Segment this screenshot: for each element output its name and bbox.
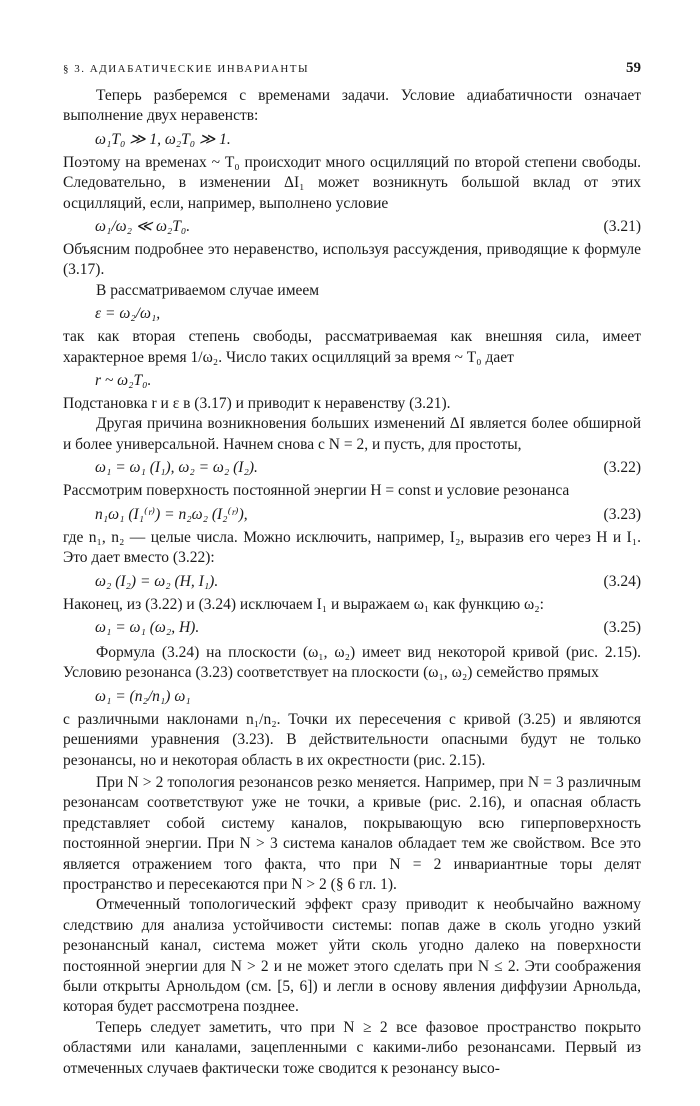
equation: [63, 370, 641, 392]
equation-number: (3.23): [603, 505, 641, 523]
equation-text: ω₁ = ω₁ (ω₂, H).: [95, 618, 200, 636]
book-page: [63, 60, 641, 1079]
paragraph: с различными наклонами n₁/n₂. Точки их пересечения с кривой (3.25) и являются решениями уравнения (3.23). В действительности опасными будут не только резонансы, но и некоторая область в их окрестности (рис. 2.15).: [63, 710, 641, 769]
equation-text: ω₁/ω₂ ≪ ω₂T₀.: [95, 218, 191, 236]
equation-number: (3.24): [603, 572, 641, 590]
paragraph: Теперь разберемся с временами задачи. Условие адиабатичности означает выполнение двух неравенств:: [63, 87, 641, 125]
paragraph: В рассматриваемом случае имеем: [96, 281, 320, 299]
equation-text: ε = ω₂/ω₁,: [95, 305, 161, 323]
paragraph: Подстановка r и ε в (3.17) и приводит к неравенству (3.21).: [63, 395, 451, 413]
equation: [63, 216, 641, 238]
section-title: § 3. АДИАБАТИЧЕСКИЕ ИНВАРИАНТЫ: [63, 63, 310, 75]
paragraph: Теперь следует заметить, что при N ≥ 2 все фазовое пространство покрыто областями или каналами, зацепленными с какими-либо резонансами. Первый из отмеченных случаев фактически тоже сводится к резонансу высо-: [63, 1018, 641, 1077]
equation-number: (3.25): [603, 618, 641, 636]
paragraph: Другая причина возникновения больших изменений ΔI является более обширной и более универсальной. Начнем снова с N = 2, и пусть, для простоты,: [63, 415, 641, 453]
paragraph: Наконец, из (3.22) и (3.24) исключаем I₁ и выражаем ω₁ как функцию ω₂:: [63, 595, 544, 613]
page-number: 59: [626, 60, 641, 76]
equation-number: (3.21): [603, 218, 641, 236]
equation: [63, 617, 641, 639]
paragraph: Поэтому на временах ~ T₀ происходит много осцилляций по второй степени свободы. Следовательно, в изменении ΔI₁ может возникнуть большой вклад от этих осцилляций, если, например, выполнено условие: [63, 153, 641, 212]
equation-text: r ~ ω₂T₀.: [95, 372, 152, 390]
equation: [63, 457, 641, 479]
paragraph: Формула (3.24) на плоскости (ω₁, ω₂) имеет вид некоторой кривой (рис. 2.15). Условию резонанса (3.23) соответствует на плоскости (ω₁, ω₂) семейство прямых: [63, 643, 641, 682]
equation-text: ω₁ = (n₂/n₁) ω₁: [95, 687, 191, 705]
paragraph: При N > 2 топология резонансов резко меняется. Например, при N = 3 различным резонансам соответствуют уже не точки, а кривые (рис. 2.16), и опасная область представляет собой систему каналов, покрывающую всю гиперповерхность постоянной энергии. При N > 3 система каналов обладает тем же свойством. Все это является отражением того факта, что при N = 2 инвариантные торы делят пространство и пересекаются при N > 2 (§ 6 гл. 1).: [63, 773, 641, 893]
equation-text: ω₁T₀ ≫ 1, ω₂T₀ ≫ 1.: [95, 130, 231, 148]
equation: [63, 571, 641, 593]
equation: [63, 129, 641, 151]
equation: [63, 303, 641, 325]
paragraph: Рассмотрим поверхность постоянной энергии H = const и условие резонанса: [63, 482, 570, 500]
paragraph: Объясним подробнее это неравенство, используя рассуждения, приводящие к формуле (3.17).: [63, 241, 641, 279]
equation-text: n₁ω₁ (I₁⁽ʳ⁾) = n₂ω₂ (I₂⁽ʳ⁾),: [95, 505, 248, 523]
paragraph: где n₁, n₂ — целые числа. Можно исключить, например, I₂, выразив его через H и I₁. Это дает вместо (3.22):: [63, 528, 641, 567]
equation-number: (3.22): [603, 459, 641, 477]
paragraph: так как вторая степень свободы, рассматриваемая как внешняя сила, имеет характерное время 1/ω₂. Число таких осцилляций за время ~ T₀ дает: [63, 328, 641, 366]
equation: [63, 686, 641, 708]
paragraph: Отмеченный топологический эффект сразу приводит к необычайно важному следствию для анализа устойчивости системы: попав даже в сколь угодно узкий резонансный канал, система может уйти сколь угодно далеко на поверхности постоянной энергии для N > 2 и не может этого сделать при N ≤ 2. Эти соображения были открыты Арнольдом (см. [5, 6]) и легли в основу явления диффузии Арнольда, которая будет рассмотрена позднее.: [63, 896, 641, 1016]
equation: [63, 504, 641, 526]
equation-text: ω₁ = ω₁ (I₁), ω₂ = ω₂ (I₂).: [95, 459, 258, 477]
equation-text: ω₂ (I₂) = ω₂ (H, I₁).: [95, 572, 219, 590]
running-header: [63, 60, 641, 86]
